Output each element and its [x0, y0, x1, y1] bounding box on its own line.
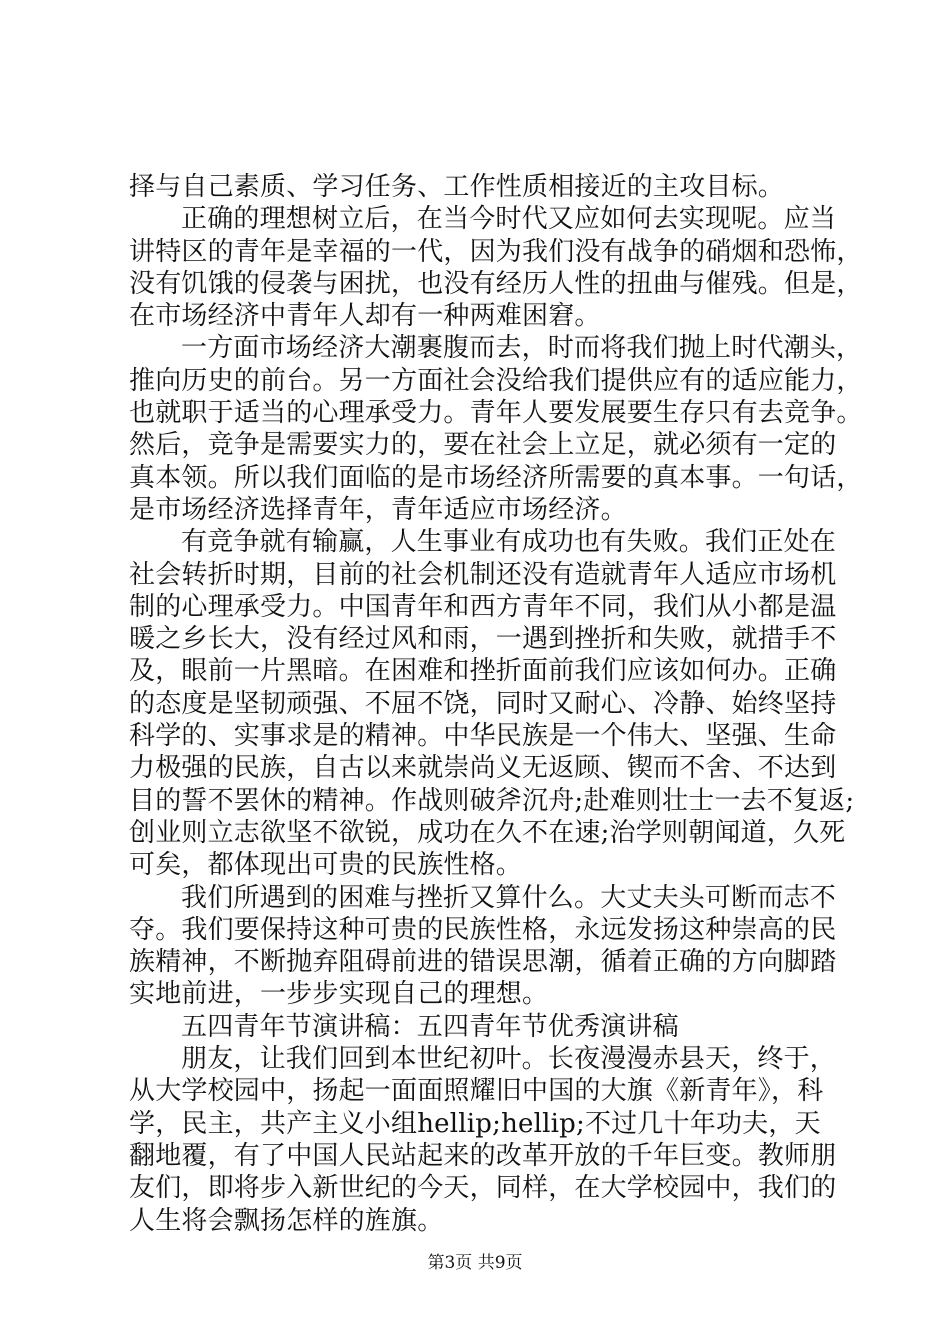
text-line: 制的心理承受力。中国青年和西方青年不同，我们从小都是温: [129, 591, 837, 622]
text-line: 真本领。所以我们面临的是市场经济所需要的真本事。一句话，: [129, 462, 863, 493]
text-line: 的态度是坚韧顽强、不屈不饶，同时又耐心、冷静、始终坚持: [129, 688, 837, 719]
text-line: 我们所遇到的困难与挫折又算什么。大丈夫头可断而志不: [181, 882, 837, 913]
text-line: 目的誓不罢休的精神。作战则破斧沉舟;赴难则壮士一去不复返;: [129, 785, 855, 816]
text-line: 社会转折时期，目前的社会机制还没有造就青年人适应市场机: [129, 559, 837, 590]
text-line: 有竞争就有输赢，人生事业有成功也有失败。我们正处在: [181, 527, 837, 558]
text-line: 在市场经济中青年人却有一种两难困窘。: [129, 301, 601, 332]
text-line: 一方面市场经济大潮裹腹而去，时而将我们抛上时代潮头，: [181, 333, 863, 364]
text-line: 也就职于适当的心理承受力。青年人要发展要生存只有去竞争。: [129, 398, 863, 429]
text-line: 暖之乡长大，没有经过风和雨，一遇到挫折和失败，就措手不: [129, 624, 837, 655]
text-line: 友们，即将步入新世纪的今天，同样，在大学校园中，我们的: [129, 1173, 837, 1204]
page-number: 第3页 共9页: [427, 1253, 523, 1273]
text-line: 族精神，不断抛弃阻碍前进的错误思潮，循着正确的方向脚踏: [129, 947, 837, 978]
text-line: 力极强的民族，自古以来就崇尚义无返顾、锲而不舍、不达到: [129, 753, 837, 784]
text-line: 翻地覆，有了中国人民站起来的改革开放的千年巨变。教师朋: [129, 1140, 837, 1171]
text-line: 及，眼前一片黑暗。在困难和挫折面前我们应该如何办。正确: [129, 656, 837, 687]
text-line: 夺。我们要保持这种可贵的民族性格，永远发扬这种崇高的民: [129, 914, 837, 945]
text-line: 正确的理想树立后，在当今时代又应如何去实现呢。应当: [181, 204, 837, 235]
text-line: 择与自己素质、学习任务、工作性质相接近的主攻目标。: [129, 172, 785, 202]
text-line: 人生将会飘扬怎样的旌旗。: [129, 1205, 444, 1236]
text-line: 可矣，都体现出可贵的民族性格。: [129, 850, 523, 881]
text-line: 朋友，让我们回到本世纪初叶。长夜漫漫赤县天，终于，: [181, 1044, 837, 1075]
text-line: 创业则立志欲坚不欲锐，成功在久不在速;治学则朝闻道，久死: [129, 817, 846, 848]
text-line: 学，民主，共产主义小组hellip;hellip;不过几十年功夫，天: [129, 1108, 821, 1139]
text-line: 实地前进，一步步实现自己的理想。: [129, 979, 549, 1010]
text-line: 是市场经济选择青年，青年适应市场经济。: [129, 494, 627, 525]
text-line: 科学的、实事求是的精神。中华民族是一个伟大、坚强、生命: [129, 721, 837, 752]
text-line: 从大学校园中，扬起一面面照耀旧中国的大旗《新青年》，科: [129, 1076, 824, 1107]
section-heading: 五四青年节演讲稿：五四青年节优秀演讲稿: [181, 1011, 679, 1042]
text-line: 推向历史的前台。另一方面社会没给我们提供应有的适应能力，: [129, 365, 863, 396]
text-line: 讲特区的青年是幸福的一代，因为我们没有战争的硝烟和恐怖，: [129, 236, 863, 267]
text-line: 然后，竞争是需要实力的，要在社会上立足，就必须有一定的: [129, 430, 837, 461]
text-line: 没有饥饿的侵袭与困扰，也没有经历人性的扭曲与催残。但是，: [129, 268, 863, 299]
document-body: [129, 171, 863, 1237]
